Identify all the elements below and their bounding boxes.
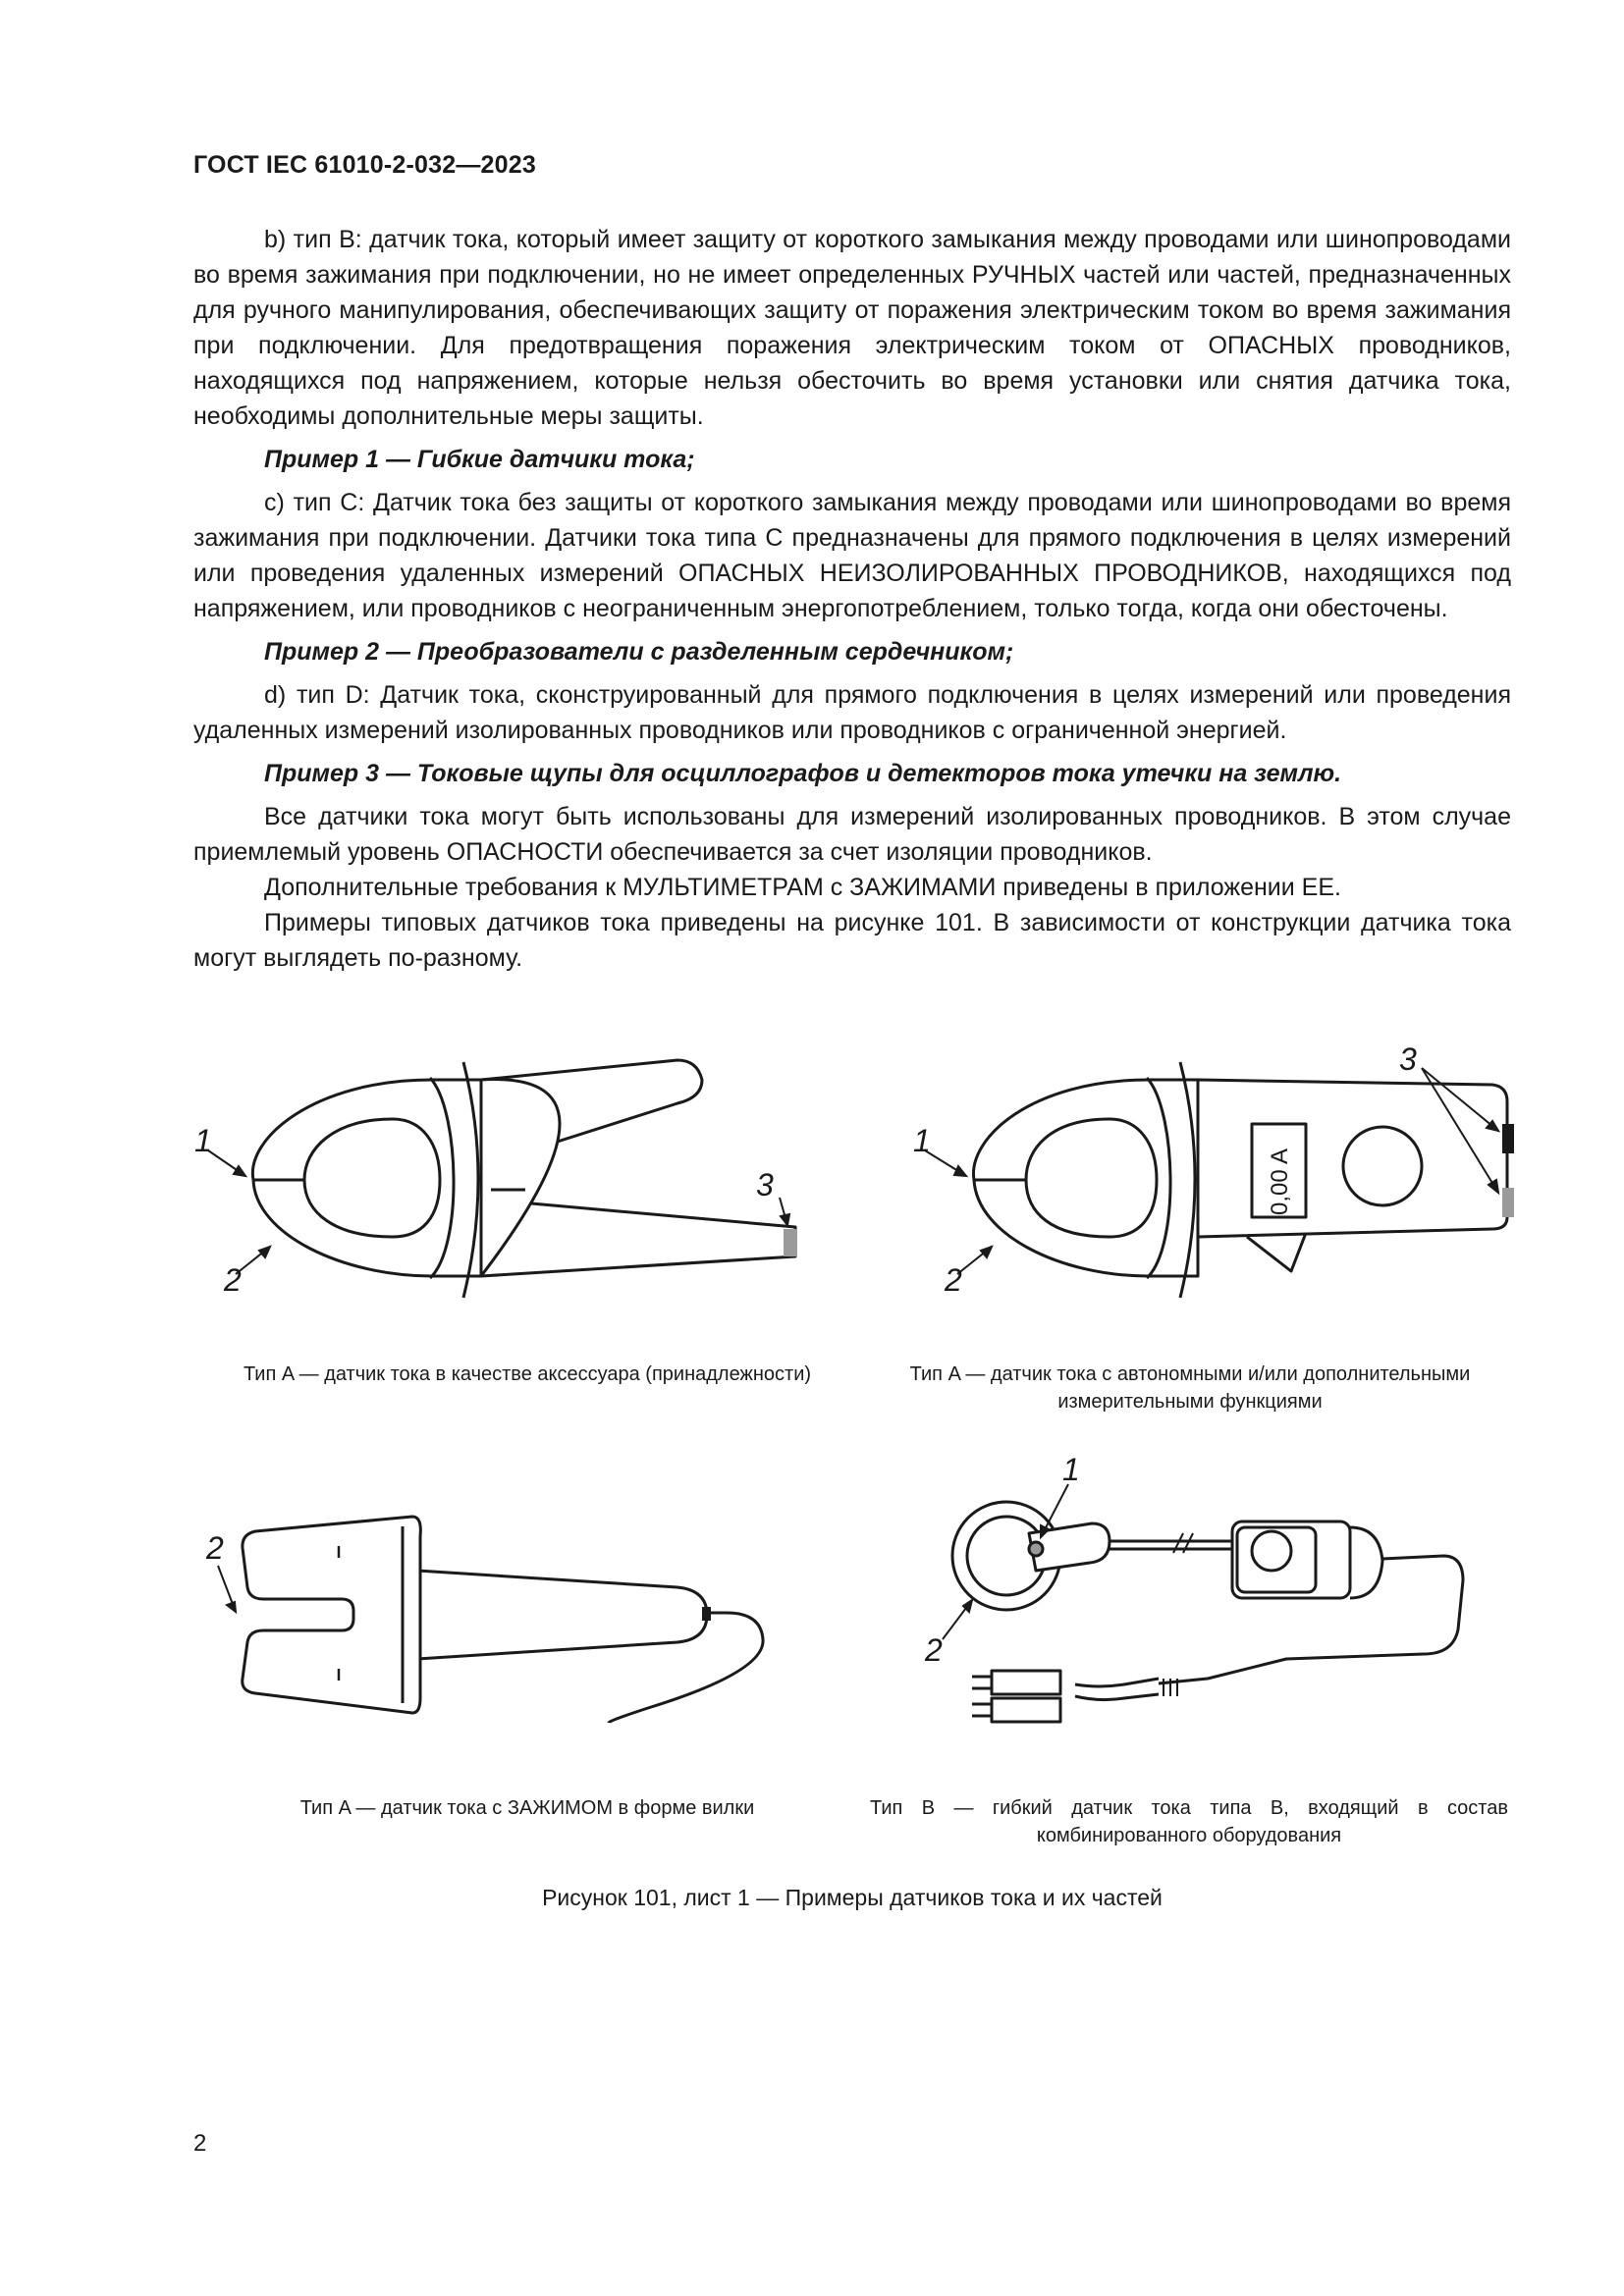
figure-flexible-sensor bbox=[913, 1443, 1522, 1737]
example-1: Пример 1 — Гибкие датчики тока; bbox=[264, 446, 695, 473]
document-header: ГОСТ IEC 61010-2-032—2023 bbox=[193, 151, 536, 179]
example-3: Пример 3 — Токовые щупы для осциллографов и детекторов тока утечки на землю. bbox=[264, 760, 1342, 787]
caption-clamp-meter: Тип A — датчик тока с автономными и/или дополнительными измерительными функциями bbox=[909, 1363, 1471, 1413]
callout-2: 2 bbox=[925, 1632, 943, 1668]
callout-1: 1 bbox=[194, 1123, 212, 1158]
callout-1: 1 bbox=[913, 1123, 931, 1158]
paragraph-type-c: c) тип C: Датчик тока без защиты от короткого замыкания между проводами или шинопроводами во время зажимания при подключении. Датчики тока типа C предназначены для прямого подключения в целях измерений или проведения удаленных измерений ОПАСНЫХ НЕИЗОЛИРОВАННЫХ ПРОВОДНИКОВ, находящихся под напряжением, или проводников с неограниченным энергопотреблением, только тогда, когда они обесточены. bbox=[193, 489, 1511, 622]
figure-clamp-accessory bbox=[187, 1041, 815, 1310]
callout-2: 2 bbox=[945, 1262, 962, 1298]
paragraph-figure-ref: Примеры типовых датчиков тока приведены на рисунке 101. В зависимости от конструкции датчика тока могут выглядеть по-разному. bbox=[193, 909, 1511, 972]
body-text bbox=[193, 222, 1511, 984]
caption-flexible-sensor: Тип B — гибкий датчик тока типа B, входящий в состав комбинированного оборудования bbox=[870, 1797, 1508, 1846]
paragraph-type-b: b) тип B: датчик тока, который имеет защиту от короткого замыкания между проводами или шинопроводами во время зажимания при подключении, но не имеет определенных РУЧНЫХ частей или частей, предназначенных для ручного манипулирования, обеспечивающих защиту от поражения электрическим током во время зажимания при подключении. Для предотвращения поражения электрическим током от ОПАСНЫХ проводников, находящихся под напряжением, которые нельзя обесточить во время установки или снятия датчика тока, необходимы дополнительные меры защиты. bbox=[193, 226, 1511, 430]
example-2: Пример 2 — Преобразователи с разделенным сердечником; bbox=[264, 638, 1014, 666]
caption-fork-clamp: Тип A — датчик тока с ЗАЖИМОМ в форме вилки bbox=[299, 1797, 755, 1819]
callout-2: 2 bbox=[224, 1262, 242, 1298]
caption-clamp-accessory: Тип A — датчик тока в качестве аксессуара (принадлежности) bbox=[243, 1363, 812, 1385]
figure-clamp-meter bbox=[903, 1041, 1532, 1310]
page-number: 2 bbox=[193, 2130, 207, 2157]
clamp-accessory-drawing bbox=[187, 1041, 815, 1310]
figure-fork-clamp bbox=[196, 1497, 805, 1733]
callout-3: 3 bbox=[1399, 1041, 1417, 1077]
paragraph-multimeters: Дополнительные требования к МУЛЬТИМЕТРАМ с ЗАЖИМАМИ приведены в приложении EE. bbox=[264, 874, 1341, 901]
display-reading: 0,00 A bbox=[1267, 1148, 1293, 1215]
paragraph-type-d: d) тип D: Датчик тока, сконструированный для прямого подключения в целях измерений или проведения удаленных измерений изолированных проводников или проводников с ограниченной энергией. bbox=[193, 681, 1511, 744]
callout-1: 1 bbox=[1062, 1452, 1080, 1487]
clamp-meter-drawing bbox=[903, 1041, 1532, 1310]
figure-title: Рисунок 101, лист 1 — Примеры датчиков тока и их частей bbox=[542, 1885, 1163, 1910]
paragraph-insulated: Все датчики тока могут быть использованы для измерений изолированных проводников. В этом случае приемлемый уровень ОПАСНОСТИ обеспечивается за счет изоляции проводников. bbox=[193, 803, 1511, 866]
callout-3: 3 bbox=[756, 1167, 774, 1202]
fork-clamp-drawing bbox=[196, 1497, 805, 1733]
callout-2: 2 bbox=[206, 1530, 224, 1566]
flexible-sensor-drawing bbox=[913, 1443, 1522, 1737]
